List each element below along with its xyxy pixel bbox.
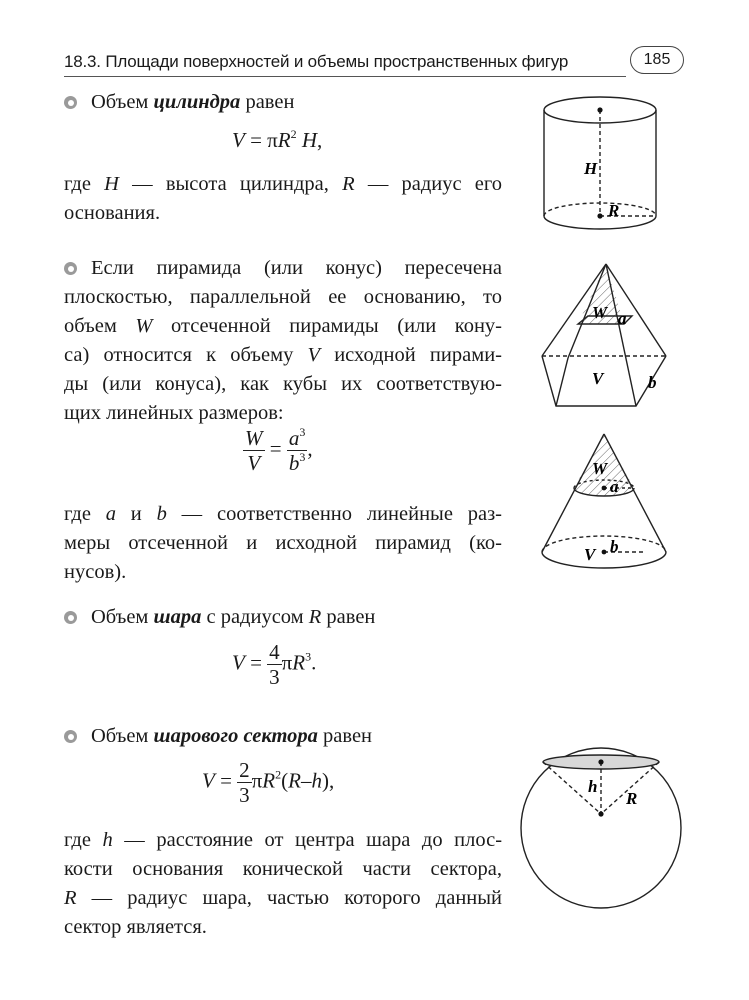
text: где xyxy=(64,829,91,851)
exp: 2 xyxy=(275,767,282,782)
label-b: b xyxy=(610,537,619,556)
label-W: W xyxy=(592,303,608,322)
var-b: b xyxy=(288,451,300,475)
text: — расстояние от центра шара до плос- xyxy=(124,829,503,851)
text: с радиусом xyxy=(206,606,304,628)
var-h: h xyxy=(102,829,113,851)
bullet-icon xyxy=(64,611,77,624)
numerator: 2 xyxy=(239,758,250,782)
exp: 3 xyxy=(305,649,312,664)
text: Если пирамида (или конус) пересечена xyxy=(91,257,502,279)
label-H: H xyxy=(584,159,598,178)
formula-H: H xyxy=(301,128,318,152)
formula-eq: = xyxy=(220,768,232,793)
formula-pi: π xyxy=(267,128,278,152)
formula-R: R xyxy=(262,768,276,793)
text: исходной пирами- xyxy=(334,344,502,366)
cylinder-volume-formula xyxy=(232,128,322,153)
formula-pi: π xyxy=(251,768,263,793)
text: Объем xyxy=(91,606,149,628)
cylinder-heading xyxy=(64,88,502,117)
label-V: V xyxy=(584,545,596,564)
numerator: 4 xyxy=(269,640,280,664)
formula-V: V xyxy=(202,768,215,793)
var-R: R xyxy=(342,173,355,195)
running-head: 18.3. Площади поверхностей и объемы пространственных фигур xyxy=(64,52,569,71)
sector-heading xyxy=(64,722,502,751)
label-V: V xyxy=(592,369,604,388)
cylinder-figure xyxy=(534,92,668,244)
cylinder-description xyxy=(64,170,502,228)
paren-close: ) xyxy=(321,768,329,793)
var-a: a xyxy=(288,426,300,450)
var-b: b xyxy=(156,503,167,525)
var-a: a xyxy=(105,503,116,525)
sector-description xyxy=(64,826,502,942)
text: объем xyxy=(64,315,117,337)
label-R: R xyxy=(626,789,638,808)
formula-end: , xyxy=(328,768,335,793)
keyword-sphere: шара xyxy=(153,606,202,628)
page-number: 185 xyxy=(630,46,684,74)
bullet-icon xyxy=(64,96,77,109)
similarity-formula xyxy=(243,426,313,475)
keyword-cylinder: цилиндра xyxy=(153,91,241,113)
text: сектор является. xyxy=(64,916,207,938)
cylinder-intro: Объем xyxy=(91,91,149,113)
text: щих линейных размеров: xyxy=(64,402,284,424)
bullet-icon xyxy=(64,730,77,743)
header-rule xyxy=(64,76,626,77)
label-a: a xyxy=(618,309,627,328)
text: — радиус шара, частью которого данный xyxy=(91,887,503,909)
similarity-description xyxy=(64,500,502,587)
formula-eq: = xyxy=(250,650,262,675)
page-header xyxy=(64,44,684,78)
text: где xyxy=(64,503,91,525)
formula-end: . xyxy=(311,650,317,675)
text: кости основания конической части сектора, xyxy=(64,858,502,880)
label-R: R xyxy=(608,201,620,220)
sphere-heading xyxy=(64,603,502,632)
fraction-a-b xyxy=(287,426,308,475)
text: Объем xyxy=(91,725,149,747)
formula-V: V xyxy=(232,650,245,675)
denominator: 3 xyxy=(239,783,250,807)
fraction-2-3 xyxy=(237,758,252,807)
bullet-icon xyxy=(64,262,77,275)
formula-eq: = xyxy=(250,128,262,152)
text: где xyxy=(64,173,91,195)
var-W: W xyxy=(135,315,153,337)
numerator: W xyxy=(245,426,263,450)
formula-eq: = xyxy=(269,436,282,461)
exp: 3 xyxy=(299,425,306,439)
label-a: a xyxy=(610,477,619,496)
paren-open: ( xyxy=(281,768,289,793)
formula-end: , xyxy=(307,436,313,461)
formula-pi: π xyxy=(281,650,293,675)
sphere-volume-formula xyxy=(232,640,316,689)
text: равен xyxy=(326,606,376,628)
cone-figure xyxy=(536,428,676,576)
label-W: W xyxy=(592,459,608,478)
text: равен xyxy=(323,725,373,747)
text: и xyxy=(130,503,142,525)
similar-solids-paragraph xyxy=(64,254,502,428)
text: меры отсеченной и исходной пирамид (ко- xyxy=(64,532,502,554)
truncated-pyramid-figure xyxy=(536,258,676,414)
formula-R: R xyxy=(277,128,291,152)
fraction-4-3 xyxy=(267,640,282,689)
sector-volume-formula xyxy=(202,758,334,807)
fraction-W-V xyxy=(243,426,265,475)
denominator: 3 xyxy=(269,665,280,689)
formula-end: , xyxy=(317,128,323,152)
exp: 3 xyxy=(299,450,306,464)
text: — высота цилиндра, xyxy=(132,173,329,195)
label-b: b xyxy=(648,373,657,392)
text: нусов). xyxy=(64,561,127,583)
var-V: V xyxy=(307,344,321,366)
label-h: h xyxy=(588,777,598,796)
text: са) относится к объему xyxy=(64,344,294,366)
formula-exp: 2 xyxy=(290,127,297,141)
formula-minus: – xyxy=(300,768,312,793)
text: ды (или конуса), как кубы их соответствую- xyxy=(64,373,502,395)
var-H: H xyxy=(104,173,119,195)
formula-R: R xyxy=(292,650,306,675)
formula-V: V xyxy=(232,128,245,152)
spherical-sector-figure xyxy=(518,742,684,922)
cylinder-tail: равен xyxy=(245,91,295,113)
var-R: R xyxy=(308,606,322,628)
keyword-sector: шарового сектора xyxy=(153,725,318,747)
text: плоскостью, параллельной ее основанию, то xyxy=(64,286,502,308)
text: — соответственно линейные раз- xyxy=(181,503,503,525)
formula-h: h xyxy=(311,768,322,793)
text: — радиус его основания. xyxy=(64,173,503,224)
denominator: V xyxy=(243,450,265,475)
text: отсеченной пирамиды (или кону- xyxy=(171,315,502,337)
formula-R: R xyxy=(288,768,301,793)
var-R: R xyxy=(64,887,77,909)
